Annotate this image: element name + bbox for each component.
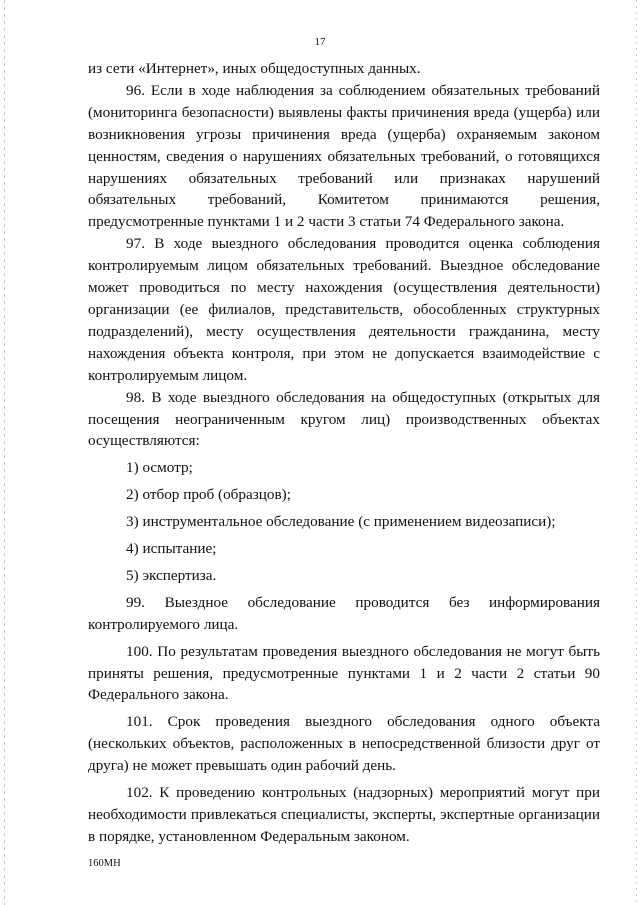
paragraph-96: 96. Если в ходе наблюдения за соблюдением обязательных требований (мониторинга безопасности) выявлены факты причинения вреда (ущерба) или возникновения угрозы причинения вреда (ущерба) охраняемым законом ценностям, сведения о нарушениях обязательных требований, о готовящихся нарушениях обязательных требований или признаках нарушений обязательных требований, Комитетом принимаются решения, предусмотренные пунктами 1 и 2 части 3 статьи 74 Федерального закона. (88, 81, 600, 231)
paragraph-97: 97. В ходе выездного обследования проводится оценка соблюдения контролируемым лицом обязательных требований. Выездное обследование может проводиться по месту нахождения (осуществления деятельности) организации (ее филиалов, представительств, обособленных структурных подразделений), месту осуществления деятельности гражданина, месту нахождения объекта контроля, при этом не допускается взаимодействие с контролируемым лицом. (88, 235, 600, 384)
list-item-3: 3) инструментальное обследование (с применением видеозаписи); (126, 513, 556, 531)
scan-edge-right (636, 0, 637, 905)
paragraph-99: 99. Выездное обследование проводится без информирования контролируемого лица. (88, 593, 600, 633)
list-item-4: 4) испытание; (126, 540, 217, 558)
document-body (88, 58, 600, 848)
document-code: 160МН (88, 858, 121, 869)
paragraph-continuation: из сети «Интернет», иных общедоступных данных. (88, 60, 421, 77)
list-item-5: 5) экспертиза. (126, 566, 217, 584)
paragraph-101: 101. Срок проведения выездного обследования одного объекта (нескольких объектов, расположенных в непосредственной близости друг от друга) не может превышать один рабочий день. (88, 713, 600, 775)
list-item-1: 1) осмотр; (126, 459, 193, 477)
paragraph-102: 102. К проведению контрольных (надзорных) мероприятий могут при необходимости привлекаться специалисты, эксперты, экспертные организации в порядке, установленном Федеральным законом. (88, 784, 600, 845)
paragraph-98: 98. В ходе выездного обследования на общедоступных (открытых для посещения неограниченным кругом лиц) производственных объектах осуществляются: (88, 388, 600, 450)
list-item-2: 2) отбор проб (образцов); (126, 486, 291, 504)
scan-edge-left (4, 0, 5, 905)
page-number: 17 (314, 36, 326, 48)
paragraph-100: 100. По результатам проведения выездного обследования не могут быть приняты решения, предусмотренные пунктами 1 и 2 части 2 статьи 90 Федерального закона. (88, 642, 600, 704)
